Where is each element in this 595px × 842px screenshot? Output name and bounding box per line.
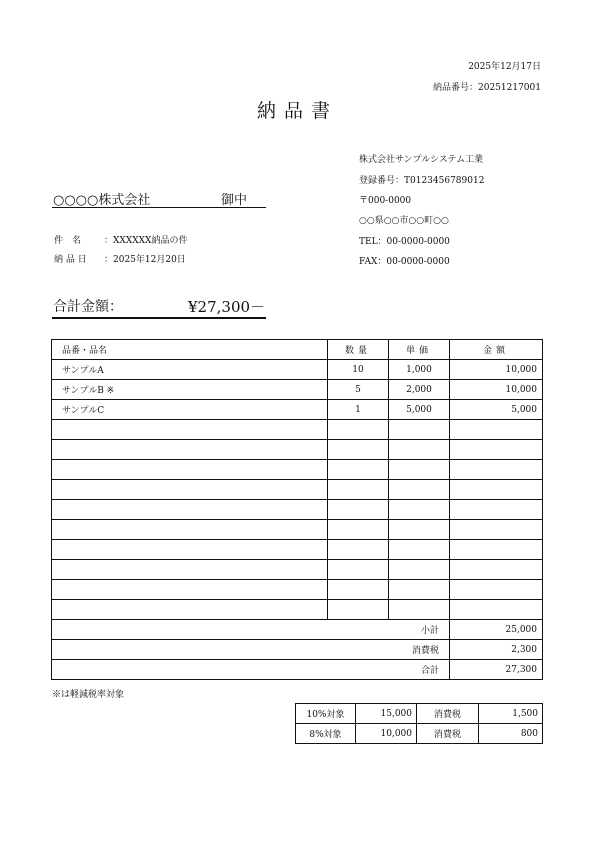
issue-date: 2025年12月17日 — [468, 62, 541, 72]
item-quantity: 5 — [328, 380, 389, 400]
empty-cell — [450, 480, 543, 500]
table-header-row — [52, 340, 543, 360]
empty-cell — [389, 480, 450, 500]
empty-cell — [328, 580, 389, 600]
empty-cell — [52, 520, 328, 540]
header-amount: 金額 — [450, 340, 543, 360]
empty-cell — [328, 560, 389, 580]
empty-cell — [450, 540, 543, 560]
items-table — [51, 339, 543, 680]
empty-table-row — [52, 580, 543, 600]
item-unit-price: 2,000 — [389, 380, 450, 400]
empty-table-row — [52, 440, 543, 460]
empty-cell — [328, 480, 389, 500]
empty-cell — [328, 420, 389, 440]
subtotal-value: 25,000 — [450, 620, 543, 640]
item-quantity: 10 — [328, 360, 389, 380]
table-row — [52, 380, 543, 400]
tax-rate-label: 8%対象 — [296, 724, 356, 744]
header-unit-price: 単価 — [389, 340, 450, 360]
grand-total-row — [52, 660, 543, 680]
tax-amount: 1,500 — [479, 704, 543, 724]
empty-cell — [389, 520, 450, 540]
table-row — [52, 400, 543, 420]
empty-table-row — [52, 560, 543, 580]
item-amount: 10,000 — [450, 360, 543, 380]
empty-cell — [52, 600, 328, 620]
items-body — [52, 360, 543, 620]
empty-cell — [389, 440, 450, 460]
delivery-date-value: ：2025年12月20日 — [104, 255, 186, 265]
delivery-number — [433, 80, 541, 93]
item-unit-price: 1,000 — [389, 360, 450, 380]
empty-cell — [328, 500, 389, 520]
empty-cell — [52, 420, 328, 440]
item-name: サンプルC — [52, 400, 328, 420]
subtotal-label: 小計 — [52, 620, 450, 640]
header-quantity: 数量 — [328, 340, 389, 360]
empty-table-row — [52, 600, 543, 620]
tax-summary-table — [295, 703, 543, 744]
tax-base-amount: 10,000 — [356, 724, 417, 744]
total-value: ¥27,300－ — [188, 298, 266, 316]
reduced-tax-note: ※は軽減税率対象 — [52, 690, 125, 700]
total-label: 合計金額： — [53, 299, 123, 315]
document-title: 納品書 — [256, 100, 338, 122]
empty-cell — [389, 500, 450, 520]
issuer-address: ○○県○○市○○町○○ — [359, 216, 449, 226]
header-item-name: 品番・品名 — [52, 340, 328, 360]
table-row — [52, 360, 543, 380]
tax-type-label: 消費税 — [417, 704, 479, 724]
item-quantity: 1 — [328, 400, 389, 420]
tax-value: 2,300 — [450, 640, 543, 660]
subtotal-row — [52, 620, 543, 640]
empty-cell — [450, 500, 543, 520]
delivery-date-label: 納 品 日 — [54, 255, 87, 265]
tax-row — [52, 640, 543, 660]
issuer-postal: 〒000-0000 — [359, 196, 412, 206]
recipient-company: ○○○○株式会社 — [53, 193, 151, 208]
empty-cell — [328, 520, 389, 540]
empty-cell — [328, 540, 389, 560]
empty-cell — [389, 420, 450, 440]
empty-table-row — [52, 480, 543, 500]
subject-value: ：XXXXXX納品の件 — [104, 236, 188, 246]
grand-total-label: 合計 — [52, 660, 450, 680]
subject-label: 件 名 — [54, 236, 82, 246]
recipient-honorific: 御中 — [221, 193, 248, 208]
item-name: サンプルA — [52, 360, 328, 380]
issuer-company: 株式会社サンプルシステム工業 — [359, 155, 484, 165]
empty-cell — [450, 600, 543, 620]
tax-base-amount: 15,000 — [356, 704, 417, 724]
empty-cell — [450, 520, 543, 540]
empty-cell — [52, 460, 328, 480]
empty-cell — [450, 420, 543, 440]
empty-cell — [52, 540, 328, 560]
tax-amount: 800 — [479, 724, 543, 744]
empty-cell — [450, 440, 543, 460]
tax-label: 消費税 — [52, 640, 450, 660]
empty-cell — [328, 600, 389, 620]
empty-cell — [389, 540, 450, 560]
item-amount: 10,000 — [450, 380, 543, 400]
empty-cell — [450, 580, 543, 600]
empty-cell — [328, 460, 389, 480]
empty-cell — [450, 460, 543, 480]
empty-table-row — [52, 540, 543, 560]
empty-cell — [52, 560, 328, 580]
tax-rate-label: 10%対象 — [296, 704, 356, 724]
tax-type-label: 消費税 — [417, 724, 479, 744]
empty-cell — [52, 500, 328, 520]
empty-cell — [52, 580, 328, 600]
empty-cell — [328, 440, 389, 460]
item-amount: 5,000 — [450, 400, 543, 420]
issuer-fax: FAX：00-0000-0000 — [359, 257, 450, 267]
empty-cell — [389, 600, 450, 620]
empty-table-row — [52, 520, 543, 540]
delivery-number-label: 納品番号： — [432, 83, 478, 93]
empty-table-row — [52, 500, 543, 520]
empty-table-row — [52, 420, 543, 440]
empty-cell — [389, 460, 450, 480]
tax-summary-row — [296, 704, 543, 724]
item-name: サンプルB ※ — [52, 380, 328, 400]
empty-cell — [389, 560, 450, 580]
empty-cell — [52, 440, 328, 460]
issuer-registration: 登録番号：T0123456789012 — [359, 176, 485, 186]
grand-total-value: 27,300 — [450, 660, 543, 680]
delivery-number-value: 20251217001 — [478, 83, 541, 93]
issuer-tel: TEL：00-0000-0000 — [359, 237, 450, 247]
empty-table-row — [52, 460, 543, 480]
item-unit-price: 5,000 — [389, 400, 450, 420]
empty-cell — [389, 580, 450, 600]
recipient-underline — [52, 207, 266, 208]
empty-cell — [450, 560, 543, 580]
total-underline — [52, 317, 266, 319]
tax-summary-row — [296, 724, 543, 744]
empty-cell — [52, 480, 328, 500]
summary-body — [52, 620, 543, 680]
